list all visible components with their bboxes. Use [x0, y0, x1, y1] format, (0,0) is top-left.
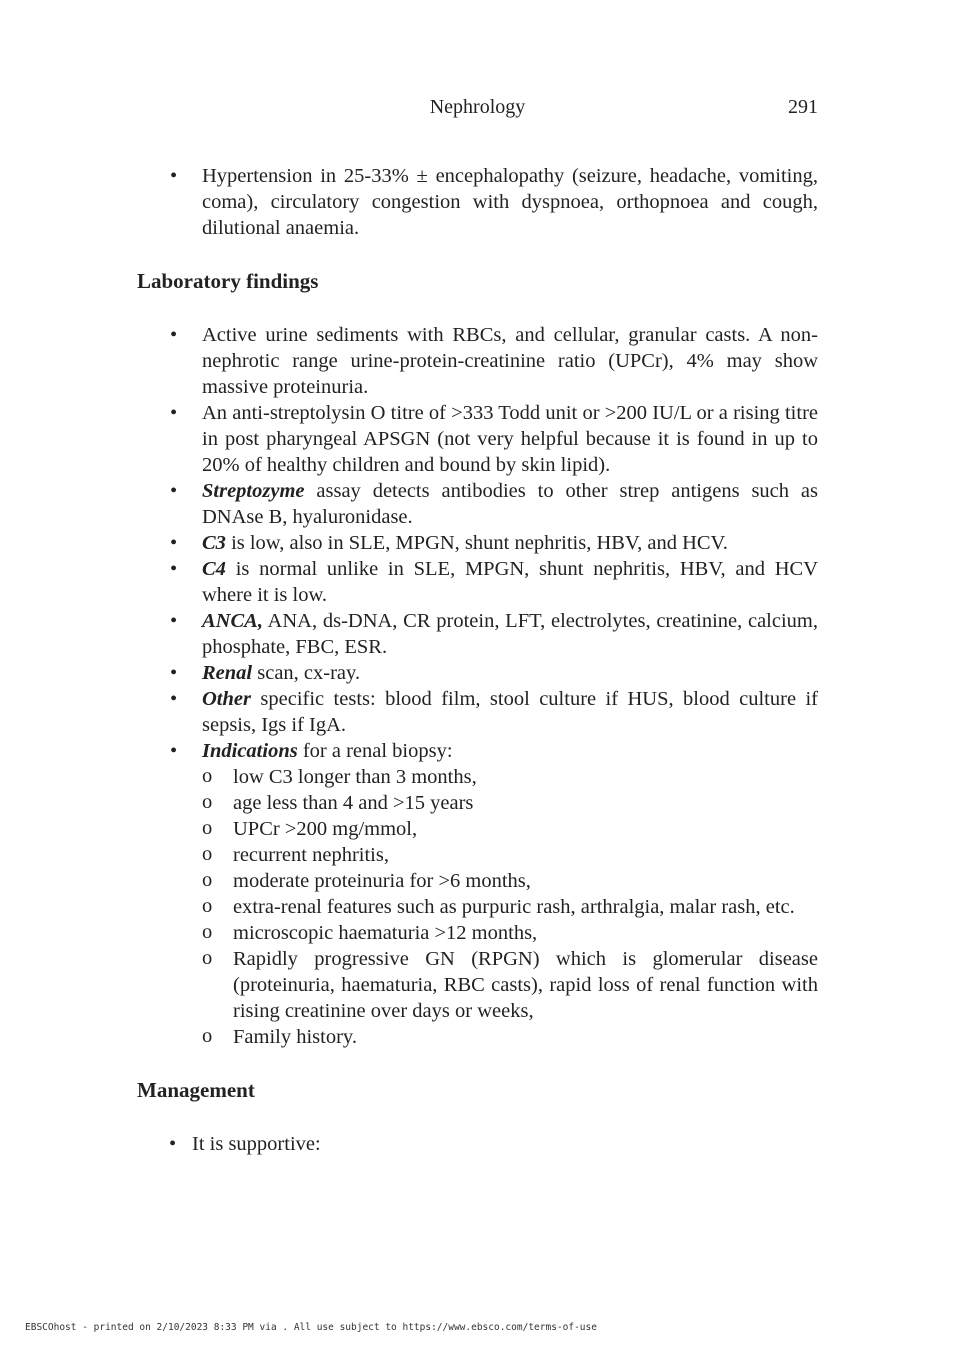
sub-list-item: o recurrent nephritis,	[233, 842, 818, 868]
page-body	[137, 163, 818, 1157]
sub-list-item: o low C3 longer than 3 months,	[233, 764, 818, 790]
sub-list-item: o age less than 4 and >15 years	[233, 790, 818, 816]
management-list	[137, 1131, 818, 1157]
sub-list-item: o Family history.	[233, 1024, 818, 1050]
list-item	[202, 400, 818, 478]
list-item-text: An anti-streptolysin O titre of >333 Todd unit or >200 IU/L or a rising titre in post pharyngeal APSGN (not very helpful because it is found in up to 20% of healthy children and bound by skin lipid).	[202, 402, 818, 476]
running-title: Nephrology	[429, 96, 526, 118]
list-item-lead: ANCA,	[202, 610, 263, 632]
list-item-text: is normal unlike in SLE, MPGN, shunt nephritis, HBV, and HCV where it is low.	[202, 558, 818, 606]
lab-findings-list	[137, 322, 818, 1050]
list-item-text: scan, cx-ray.	[252, 662, 361, 684]
sub-list-item: o Rapidly progressive GN (RPGN) which is glomerular disease (proteinuria, haematuria, RBC casts), rapid loss of renal function with rising creatinine over days or weeks,	[233, 946, 818, 1024]
list-item-lead: Indications	[202, 740, 298, 762]
list-item	[202, 530, 818, 556]
list-item-lead: Renal	[202, 662, 253, 684]
list-item-lead: C3	[202, 532, 226, 554]
list-item	[202, 556, 818, 608]
biopsy-indications-list	[202, 764, 818, 1050]
list-item	[202, 660, 818, 686]
list-item-lead: Streptozyme	[202, 480, 305, 502]
sub-list-item: o moderate proteinuria for >6 months,	[233, 868, 818, 894]
list-item-text: for a renal biopsy:	[297, 740, 453, 762]
list-item	[202, 686, 818, 738]
list-item-lead: C4	[202, 558, 226, 580]
list-item-text: is low, also in SLE, MPGN, shunt nephritis, HBV, and HCV.	[225, 532, 728, 554]
list-item-text: Active urine sediments with RBCs, and cellular, granular casts. A non-nephrotic range urine-protein-creatinine ratio (UPCr), 4% may show massive proteinuria.	[202, 324, 818, 398]
list-item	[202, 738, 818, 1050]
sub-list-item: o extra-renal features such as purpuric rash, arthralgia, malar rash, etc.	[233, 894, 818, 920]
list-item-text: Hypertension in 25-33% ± encephalopathy (seizure, headache, vomiting, coma), circulatory congestion with dyspnoea, orthopnoea and cough, dilutional anaemia.	[202, 165, 818, 239]
intro-list	[137, 163, 818, 241]
list-item-text: specific tests: blood film, stool culture if HUS, blood culture if sepsis, Igs if IgA.	[202, 688, 818, 736]
section-heading-laboratory-findings: Laboratory findings	[137, 269, 319, 293]
ebsco-footer: EBSCOhost - printed on 2/10/2023 8:33 PM via . All use subject to https://www.ebsco.com/terms-of-use	[25, 1322, 597, 1333]
list-item-text: It is supportive:	[192, 1133, 321, 1155]
list-item-text: assay detects antibodies to other strep antigens such as DNAse B, hyaluronidase.	[202, 480, 818, 528]
list-item	[202, 478, 818, 530]
sub-list-item: o UPCr >200 mg/mmol,	[233, 816, 818, 842]
list-item	[202, 163, 818, 241]
list-item	[202, 322, 818, 400]
list-item-lead: Other	[202, 688, 251, 710]
running-header	[137, 96, 818, 122]
sub-list-item: o microscopic haematuria >12 months,	[233, 920, 818, 946]
section-heading-management: Management	[137, 1078, 255, 1102]
list-item	[202, 608, 818, 660]
list-item-text: ANA, ds-DNA, CR protein, LFT, electrolytes, creatinine, calcium, phosphate, FBC, ESR.	[202, 610, 818, 658]
list-item	[192, 1131, 818, 1157]
page-number: 291	[788, 96, 818, 118]
